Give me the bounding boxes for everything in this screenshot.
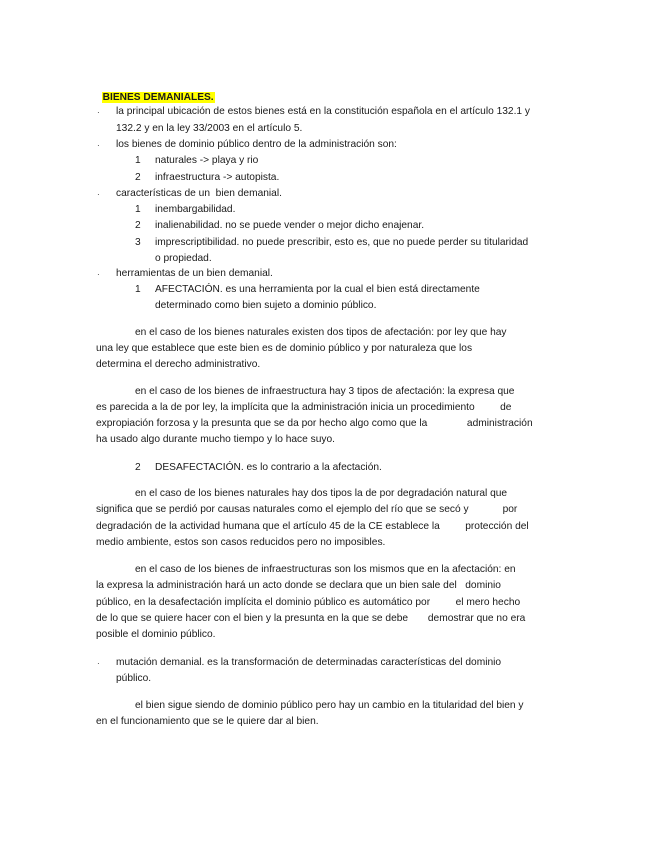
desafectacion-text: DESAFECTACIÓN. es lo contrario a la afectación. [155, 462, 382, 473]
bullet-3-text: características de un bien demanial. [116, 188, 282, 199]
list-item-text: naturales -> playa y rio [155, 155, 259, 166]
afectacion-line-1: AFECTACIÓN. es una herramienta por la cual el bien está directamente [155, 284, 480, 295]
bullet-icon: · [97, 270, 100, 279]
bullet-5-line-2: público. [116, 673, 152, 684]
paragraph-1-line-1: en el caso de los bienes naturales existen dos tipos de afectación: por ley que hay [135, 327, 507, 338]
list-item-number: 1 [135, 204, 141, 215]
bullet-icon: · [97, 141, 100, 150]
bullet-icon: · [97, 108, 100, 117]
list-item-text: imprescriptibilidad. no puede prescribir, esto es, que no puede perder su titularidad [155, 237, 529, 248]
list-item-text-continued: o propiedad. [155, 253, 212, 264]
list-item-number: 1 [135, 284, 141, 295]
list-item-number: 2 [135, 172, 141, 183]
paragraph-2-line-1: en el caso de los bienes de infraestructura hay 3 tipos de afectación: la expresa que [135, 386, 515, 397]
paragraph-4-line-2: la expresa la administración hará un acto donde se declara que un bien sale del dominio [96, 580, 501, 591]
paragraph-3-line-3: degradación de la actividad humana que el artículo 45 de la CE establece la protección del [96, 521, 529, 532]
paragraph-2-line-3: expropiación forzosa y la presunta que se da por hecho algo como que la administración [96, 418, 533, 429]
paragraph-3-line-2: significa que se perdió por causas naturales como el ejemplo del río que se secó y por [96, 504, 518, 515]
paragraph-4-line-4: de lo que se quiere hacer con el bien y la presunta en la que se debe demostrar que no era [96, 613, 526, 624]
bullet-1-line-1: la principal ubicación de estos bienes está en la constitución española en el artículo 132.1 y [116, 106, 530, 117]
afectacion-line-2: determinado como bien sujeto a dominio público. [155, 300, 377, 311]
paragraph-5-line-1: el bien sigue siendo de dominio público pero hay un cambio en la titularidad del bien y [135, 700, 524, 711]
list-item-text: infraestructura -> autopista. [155, 172, 280, 183]
paragraph-2-line-4: ha usado algo durante mucho tiempo y lo hace suyo. [96, 434, 335, 445]
paragraph-5-line-2: en el funcionamiento que se le quiere dar al bien. [96, 716, 319, 727]
document-title [96, 80, 215, 104]
list-item-number: 2 [135, 462, 141, 473]
list-item-text: inalienabilidad. no se puede vender o mejor dicho enajenar. [155, 220, 425, 231]
bullet-4-text: herramientas de un bien demanial. [116, 268, 273, 279]
paragraph-3-line-4: medio ambiente, estos son casos reducidos pero no imposibles. [96, 537, 386, 548]
document-title-text: BIENES DEMANIALES. [102, 92, 214, 103]
bullet-2-text: los bienes de dominio público dentro de la administración son: [116, 139, 397, 150]
paragraph-3-line-1: en el caso de los bienes naturales hay dos tipos la de por degradación natural que [135, 488, 508, 499]
list-item-number: 1 [135, 155, 141, 166]
paragraph-1-line-3: determina el derecho administrativo. [96, 359, 261, 370]
paragraph-2-line-2: es parecida a la de por ley, la implícita que la administración inicia un procedimiento de [96, 402, 512, 413]
bullet-5-line-1: mutación demanial. es la transformación de determinadas características del dominio [116, 657, 502, 668]
paragraph-1-line-2: una ley que establece que este bien es de dominio público y por naturaleza que los [96, 343, 473, 354]
paragraph-4-line-5: posible el dominio público. [96, 629, 216, 640]
list-item-number: 3 [135, 237, 141, 248]
list-item-number: 2 [135, 220, 141, 231]
bullet-icon: · [97, 190, 100, 199]
bullet-1-line-2: 132.2 y en la ley 33/2003 en el artículo 5. [116, 123, 303, 134]
bullet-icon: · [97, 659, 100, 668]
paragraph-4-line-1: en el caso de los bienes de infraestructuras son los mismos que en la afectación: en [135, 564, 516, 575]
paragraph-4-line-3: público, en la desafectación implícita el dominio público es automático por el mero hecho [96, 597, 521, 608]
list-item-text: inembargabilidad. [155, 204, 236, 215]
